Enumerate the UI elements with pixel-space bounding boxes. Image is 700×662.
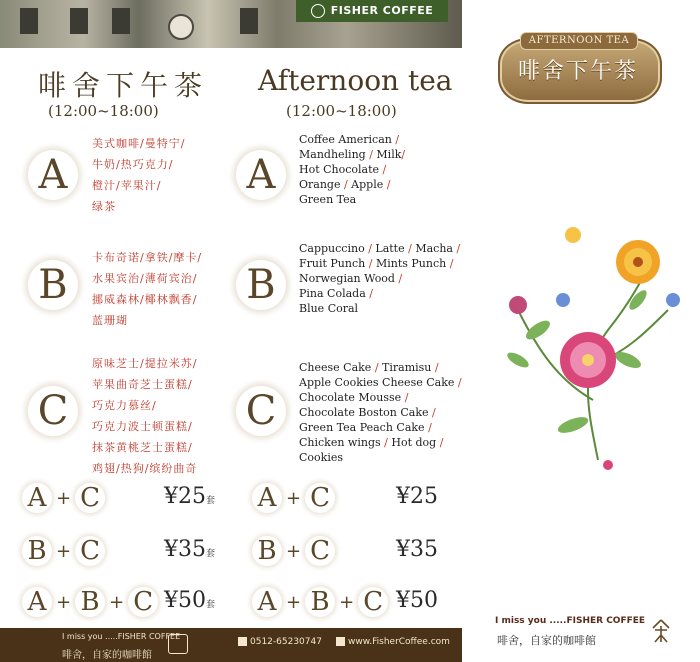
- section-letter: A: [236, 150, 286, 200]
- combo-row: [22, 534, 105, 568]
- combo-price-en: ¥50: [396, 588, 438, 613]
- cn-item: 水果宾治/薄荷宾治/: [92, 272, 198, 285]
- plus-sign: +: [286, 591, 302, 613]
- combo-price-cn: ¥35套: [164, 537, 216, 562]
- plus-sign: +: [56, 487, 72, 509]
- cn-item-list: [92, 133, 185, 217]
- en-item-list: [299, 132, 405, 207]
- photo-window: [112, 8, 130, 34]
- hours-cn: (12:00~18:00): [48, 102, 159, 120]
- en-item: Cheese Cake / Tiramisu /: [299, 361, 439, 374]
- en-item: Cappuccino / Latte / Macha /: [299, 242, 461, 255]
- en-item: Green Tea: [299, 193, 357, 206]
- section-letter: B: [236, 260, 286, 310]
- plus-sign: +: [339, 591, 355, 613]
- cn-item: 鸡翅/热狗/缤纷曲奇: [92, 462, 198, 475]
- title-cn: 啡舍下午茶: [38, 69, 209, 102]
- section-letter: C: [236, 386, 286, 436]
- en-item: Blue Coral: [299, 302, 359, 315]
- badge-cn-label: 啡舍下午茶: [517, 59, 638, 84]
- brand-logo-icon: [311, 4, 325, 18]
- combo-price-en: ¥35: [396, 537, 438, 562]
- right-brand-motto: 啡舍，自家的咖啡館: [497, 634, 596, 647]
- combo-letter: C: [305, 536, 335, 566]
- combo-row: [252, 481, 335, 515]
- cn-item: 巧克力波士顿蛋糕/: [92, 420, 193, 433]
- combo-row: [252, 585, 388, 619]
- combo-letter: B: [22, 536, 52, 566]
- en-item: Chocolate Mousse /: [299, 391, 409, 404]
- cn-item: 橙汁/苹果汁/: [92, 179, 162, 192]
- combo-letter: C: [75, 536, 105, 566]
- footer-miss: I miss you .....FISHER COFFEE: [62, 632, 181, 641]
- fisher-logo-icon: [650, 618, 672, 644]
- en-item: Fruit Punch / Mints Punch /: [299, 257, 454, 270]
- plus-sign: +: [286, 540, 302, 562]
- section-letter: C: [28, 386, 78, 436]
- photo-window: [20, 8, 38, 34]
- footer-motto: 啡舍，自家的咖啡館: [62, 650, 152, 661]
- title-en: Afternoon tea: [258, 64, 453, 97]
- brand-bar: [296, 0, 448, 22]
- combo-row: [252, 534, 335, 568]
- combo-letter: C: [75, 483, 105, 513]
- combo-letter: B: [252, 536, 282, 566]
- brand-name: FISHER COFFEE: [330, 4, 434, 17]
- footer-bar: [0, 628, 462, 662]
- cn-item: 绿茶: [92, 200, 116, 213]
- cn-item: 挪威森林/椰林飘香/: [92, 293, 198, 306]
- cn-item: 原味芝士/提拉米苏/: [92, 357, 198, 370]
- combo-price-cn: ¥50套: [164, 588, 216, 613]
- photo-window: [240, 8, 258, 34]
- yellow-flower: [616, 240, 660, 284]
- combo-row: [22, 481, 105, 515]
- en-item: Hot Chocolate /: [299, 163, 387, 176]
- seal-emblem: [168, 14, 194, 40]
- plus-sign: +: [286, 487, 302, 509]
- plus-sign: +: [56, 591, 72, 613]
- en-item: Norwegian Wood /: [299, 272, 403, 285]
- en-item: Mandheling / Milk/: [299, 148, 406, 161]
- cn-item: 抹茶黄桃芝士蛋糕/: [92, 441, 193, 454]
- combo-letter: A: [252, 483, 282, 513]
- right-brand-miss: I miss you .....FISHER COFFEE: [495, 616, 646, 626]
- badge-top-label: AFTERNOON TEA: [520, 32, 638, 50]
- cn-item: 美式咖啡/曼特宁/: [92, 137, 186, 150]
- cn-item: 卡布奇诺/拿铁/摩卡/: [92, 251, 203, 264]
- combo-letter: B: [75, 587, 105, 617]
- footer-logo-icon: [168, 634, 188, 654]
- section-letter: A: [28, 150, 78, 200]
- combo-price-cn: ¥25套: [164, 484, 216, 509]
- hours-en: (12:00~18:00): [286, 102, 397, 120]
- en-item: Orange / Apple /: [299, 178, 391, 191]
- en-item: Chocolate Boston Cake /: [299, 406, 436, 419]
- section-letter: B: [28, 260, 78, 310]
- phone-icon: [238, 637, 247, 646]
- footer-website: www.FisherCoffee.com: [336, 637, 450, 647]
- plus-sign: +: [109, 591, 125, 613]
- combo-price-en: ¥25: [396, 484, 438, 509]
- web-icon: [336, 637, 345, 646]
- combo-letter: C: [305, 483, 335, 513]
- cn-item: 牛奶/热巧克力/: [92, 158, 174, 171]
- en-item: Chicken wings / Hot dog /: [299, 436, 444, 449]
- en-item: Cookies: [299, 451, 343, 464]
- cn-item: 苹果曲奇芝士蛋糕/: [92, 378, 193, 391]
- en-item-list: [299, 241, 460, 316]
- cn-item: 巧克力慕丝/: [92, 399, 157, 412]
- plus-sign: +: [56, 540, 72, 562]
- cn-item: 蓝珊瑚: [92, 314, 128, 327]
- cn-item-list: [92, 247, 202, 331]
- en-item: Pina Colada /: [299, 287, 373, 300]
- combo-letter: C: [358, 587, 388, 617]
- combo-letter: B: [305, 587, 335, 617]
- footer-phone: 0512-65230747: [238, 637, 322, 647]
- combo-letter: C: [128, 587, 158, 617]
- combo-row: [22, 585, 158, 619]
- en-item-list: [299, 360, 462, 465]
- flower-illustration: [478, 210, 688, 480]
- combo-letter: A: [22, 587, 52, 617]
- cn-item-list: [92, 353, 197, 479]
- afternoon-tea-badge: [498, 32, 658, 102]
- pink-flower: [560, 332, 616, 388]
- en-item: Green Tea Peach Cake /: [299, 421, 432, 434]
- combo-letter: A: [252, 587, 282, 617]
- en-item: Apple Cookies Cheese Cake /: [299, 376, 462, 389]
- en-item: Coffee American /: [299, 133, 400, 146]
- photo-window: [70, 8, 88, 34]
- combo-letter: A: [22, 483, 52, 513]
